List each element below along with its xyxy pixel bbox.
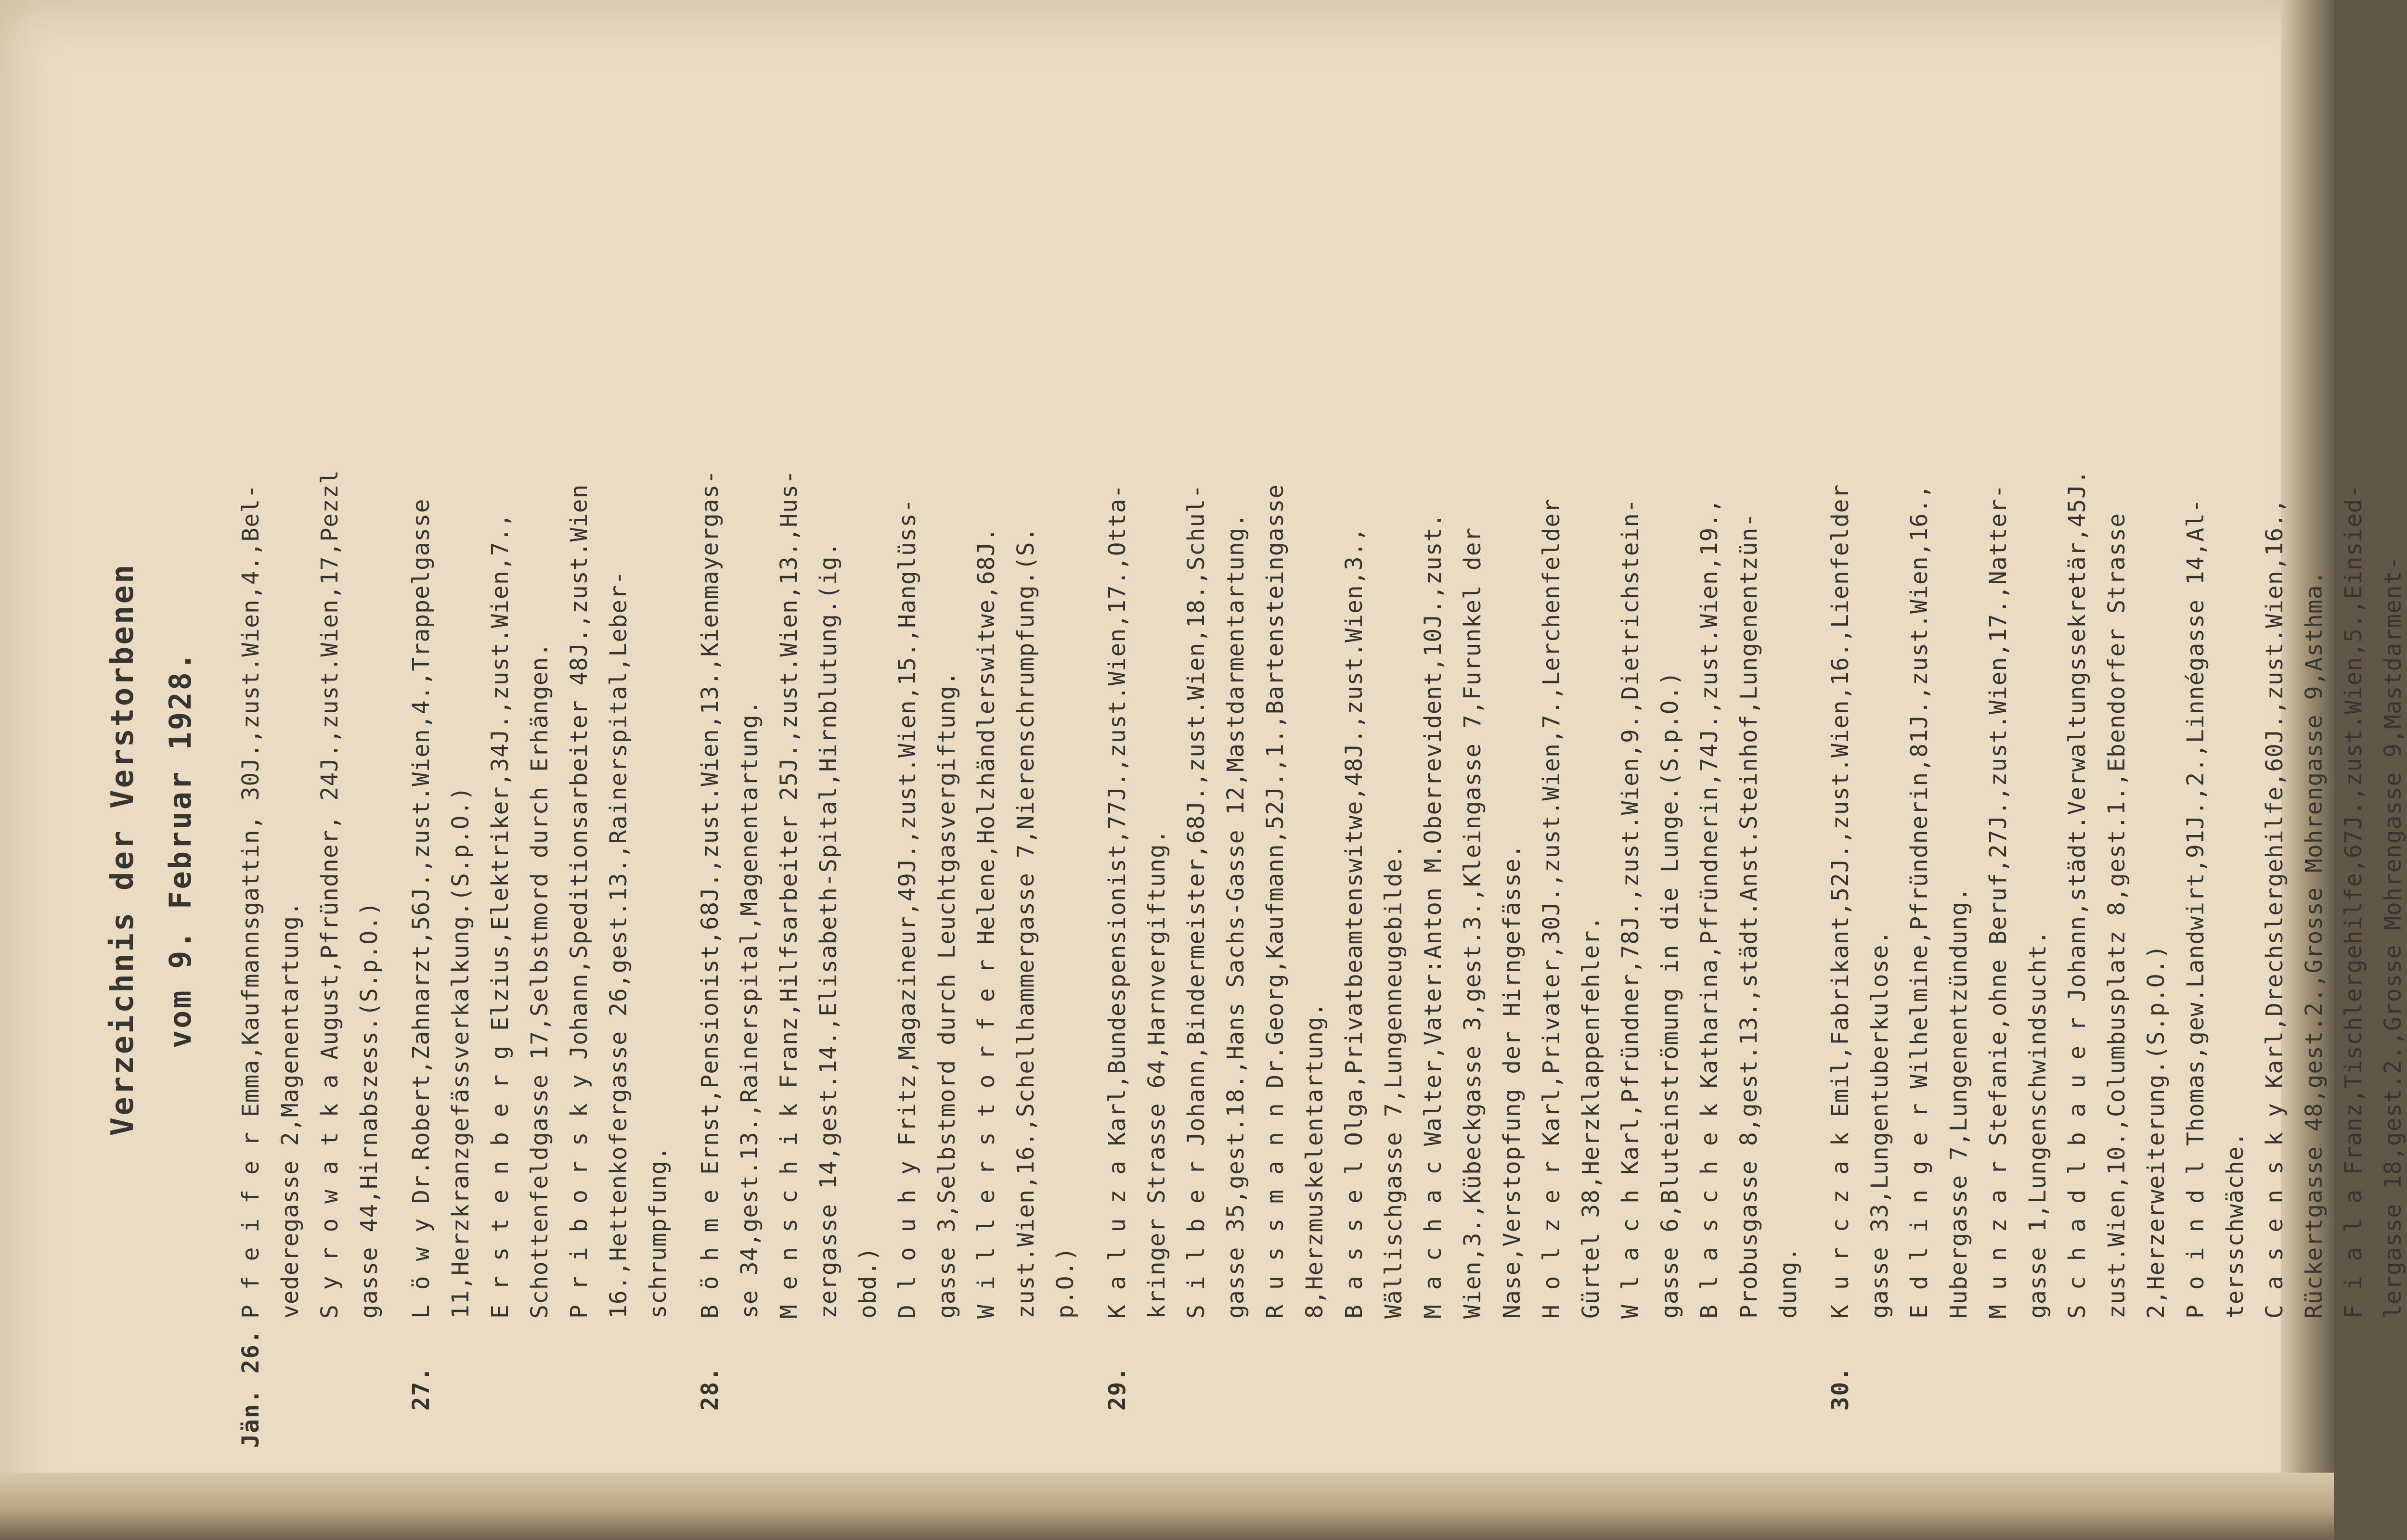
text-line: F i a l a Franz,Tischlergehilfe,67J.,zust.Wien,5.,Einsied- <box>2340 484 2367 1319</box>
text-line: tersschwäche. <box>2222 1131 2249 1319</box>
text-line: L ö w y Dr.Robert,Zahnarzt,56J.,zust.Wien,4.,Trappelgasse <box>408 498 435 1319</box>
date-group <box>1821 58 2407 1458</box>
text-line: Schottenfeldgasse 17,Selbstmord durch Erhängen. <box>526 642 553 1319</box>
text-line: P r i b o r s k y Johann,Speditionsarbeiter 48J.,zust.Wien <box>566 484 593 1319</box>
group-gap <box>1085 58 1098 1458</box>
text-line: Hubergasse 7,Lungenentzündung. <box>1945 887 1972 1319</box>
text-line: 16.,Hettenkofergasse 26,gest.13.,Rainerspital,Leber- <box>605 570 632 1319</box>
text-line: gasse 1,Lungenschwindsucht. <box>2024 930 2051 1319</box>
text-line: lergasse 18,gest.2.,Grosse Mohrengasse 9,Mastdarment- <box>2380 556 2407 1319</box>
page-title: Verzeichnis der Verstorbenen <box>105 563 141 1136</box>
text-line: P o i n d l Thomas,gew.Landwirt,91J.,2.,Linnégasse 14,Al- <box>2182 498 2209 1319</box>
date-group <box>1098 58 1808 1458</box>
group-gap <box>389 58 401 1458</box>
text-line: Probusgasse 8,gest.13.,städt.Anst.Steinhof,Lungenentzün- <box>1735 513 1762 1319</box>
text-line: Wien,3.,Kübeckgasse 3,gest.3.,Kleingasse 7,Furunkel der <box>1459 527 1486 1319</box>
text-line: S c h a d l b a u e r Johann,städt.Verwaltungssekretär,45J. <box>2064 469 2091 1319</box>
date-group <box>690 58 1085 1458</box>
text-line: S i l b e r Johann,Bindermeister,68J.,zust.Wien,18.,Schul- <box>1183 484 1210 1319</box>
text-line: vederegasse 2,Magenentartung. <box>277 901 304 1319</box>
text-line: schrumpfung. <box>645 1146 672 1319</box>
text-line: gasse 33,Lungentuberkulose. <box>1866 930 1893 1319</box>
text-line: 8,Herzmuskelentartung. <box>1301 1002 1328 1319</box>
date-group <box>401 58 678 1458</box>
entry-text <box>231 58 389 1319</box>
text-line: W l a c h Karl,Pfründner,78J.,zust.Wien,9.,Dietrichstein- <box>1617 498 1644 1319</box>
text-line: gasse 35,gest.18.,Hans Sachs-Gasse 12,Mastdarmentartung. <box>1222 513 1249 1319</box>
date-label: 29. <box>1104 1366 1131 1411</box>
text-line: Gürtel 38,Herzklappenfehler. <box>1578 915 1605 1319</box>
date-label: Jän. 26. <box>237 1329 264 1448</box>
text-line: M e n s c h i k Franz,Hilfsarbeiter 25J.,zust.Wien,13.,Hus- <box>776 469 802 1319</box>
entry-text <box>401 58 678 1319</box>
text-line: 11,Herzkranzgefässverkalkung.(S.p.O.) <box>447 786 474 1319</box>
text-line: M a c h a c Walter,Vater:Anton M.Oberrevident,10J.,zust. <box>1420 513 1447 1319</box>
text-line: p.O.) <box>1052 1246 1079 1319</box>
text-line: W i l l e r s t o r f e r Helene,Holzhändlerswitwe,68J. <box>973 527 1000 1319</box>
text-line: E d l i n g e r Wilhelmine,Pfründnerin,81J.,zust.Wien,16., <box>1906 484 1933 1319</box>
date-label: 30. <box>1827 1366 1854 1411</box>
text-line: S y r o w a t k a August,Pfründner, 24J.,zust.Wien,17,Pezzl <box>316 469 343 1319</box>
text-line: se 34,gest.13.,Rainerspital,Magenentartung. <box>736 700 763 1319</box>
text-line: 2,Herzerweiterung.(S.p.O.) <box>2143 944 2170 1319</box>
text-line: B l a s c h e k Katharina,Pfründnerin,74J.,zust.Wien,19., <box>1696 498 1723 1319</box>
text-line: gasse 6,Bluteinströmung in die Lunge.(S.p.O.) <box>1656 671 1683 1319</box>
group-gap <box>1808 58 1821 1458</box>
date-label: 28. <box>697 1366 724 1411</box>
text-line: kringer Strasse 64,Harnvergiftung. <box>1143 829 1170 1319</box>
text-line: H o l z e r Karl,Privater,30J.,zust.Wien,7.,Lerchenfelder <box>1538 498 1565 1319</box>
text-line: K a l u z a Karl,Bundespensionist,77J.,zust.Wien,17.,Otta- <box>1104 484 1131 1319</box>
group-gap <box>678 58 690 1458</box>
date-group <box>231 58 389 1458</box>
text-line: P f e i f e r Emma,Kaufmannsgattin, 30J.,zust.Wien,4.,Bel- <box>237 484 264 1319</box>
text-line: D l o u h y Fritz,Magazineur,49J.,zust.Wien,15.,Hanglüss- <box>894 498 921 1319</box>
entries-list <box>231 58 2407 1458</box>
text-line: C a s e n s k y Karl,Drechslergehilfe,60J.,zust.Wien,16., <box>2261 498 2288 1319</box>
text-line: Rückertgasse 48,gest.2.,Grosse Mohrengasse 9,Asthma. <box>2301 570 2328 1319</box>
text-line: B a s s e l Olga,Privatbeamtenswitwe,48J.,zust.Wien,3., <box>1341 527 1368 1319</box>
text-line: zust.Wien,16.,Schellhammergasse 7,Nierenschrumpfung.(S. <box>1012 527 1039 1319</box>
text-line: zust.Wien,10.,Columbusplatz 8,gest.1.,Ebendorfer Strasse <box>2103 513 2130 1319</box>
text-line: Wällischgasse 7,Lungenneugebilde. <box>1380 844 1407 1319</box>
text-line: gasse 44,Hirnabszess.(S.p.O.) <box>356 901 383 1319</box>
text-line: M u n z a r Stefanie,ohne Beruf,27J.,zust.Wien,17.,Natter- <box>1985 484 2012 1319</box>
text-line: R u s s m a n n Dr.Georg,Kaufmann,52J.,1.,Bartensteingasse <box>1262 484 1289 1319</box>
entry-text <box>1821 58 2407 1319</box>
text-line: Nase,Verstopfung der Hirngefässe. <box>1499 844 1526 1319</box>
text-line: K u r c z a k Emil,Fabrikant,52J.,zust.Wien,16.,Lienfelder <box>1827 484 1854 1319</box>
text-line: zergasse 14,gest.14.,Elisabeth-Spital,Hirnblutung.(ig. <box>815 541 842 1319</box>
date-label: 27. <box>408 1366 435 1411</box>
text-line: obd.) <box>854 1246 881 1319</box>
text-line: dung. <box>1775 1246 1802 1319</box>
text-line: B ö h m e Ernst,Pensionist,68J.,zust.Wien,13.,Kienmayergas- <box>697 469 724 1319</box>
text-line: E r s t e n b e r g Elzius,Elektriker,34J.,zust.Wien,7., <box>487 513 514 1319</box>
page-subtitle: vom 9. Februar 1928. <box>163 650 198 1049</box>
text-line: gasse 3,Selbstmord durch Leuchtgasvergiftung. <box>933 671 960 1319</box>
entry-text <box>1098 58 1808 1319</box>
entry-text <box>690 58 1085 1319</box>
